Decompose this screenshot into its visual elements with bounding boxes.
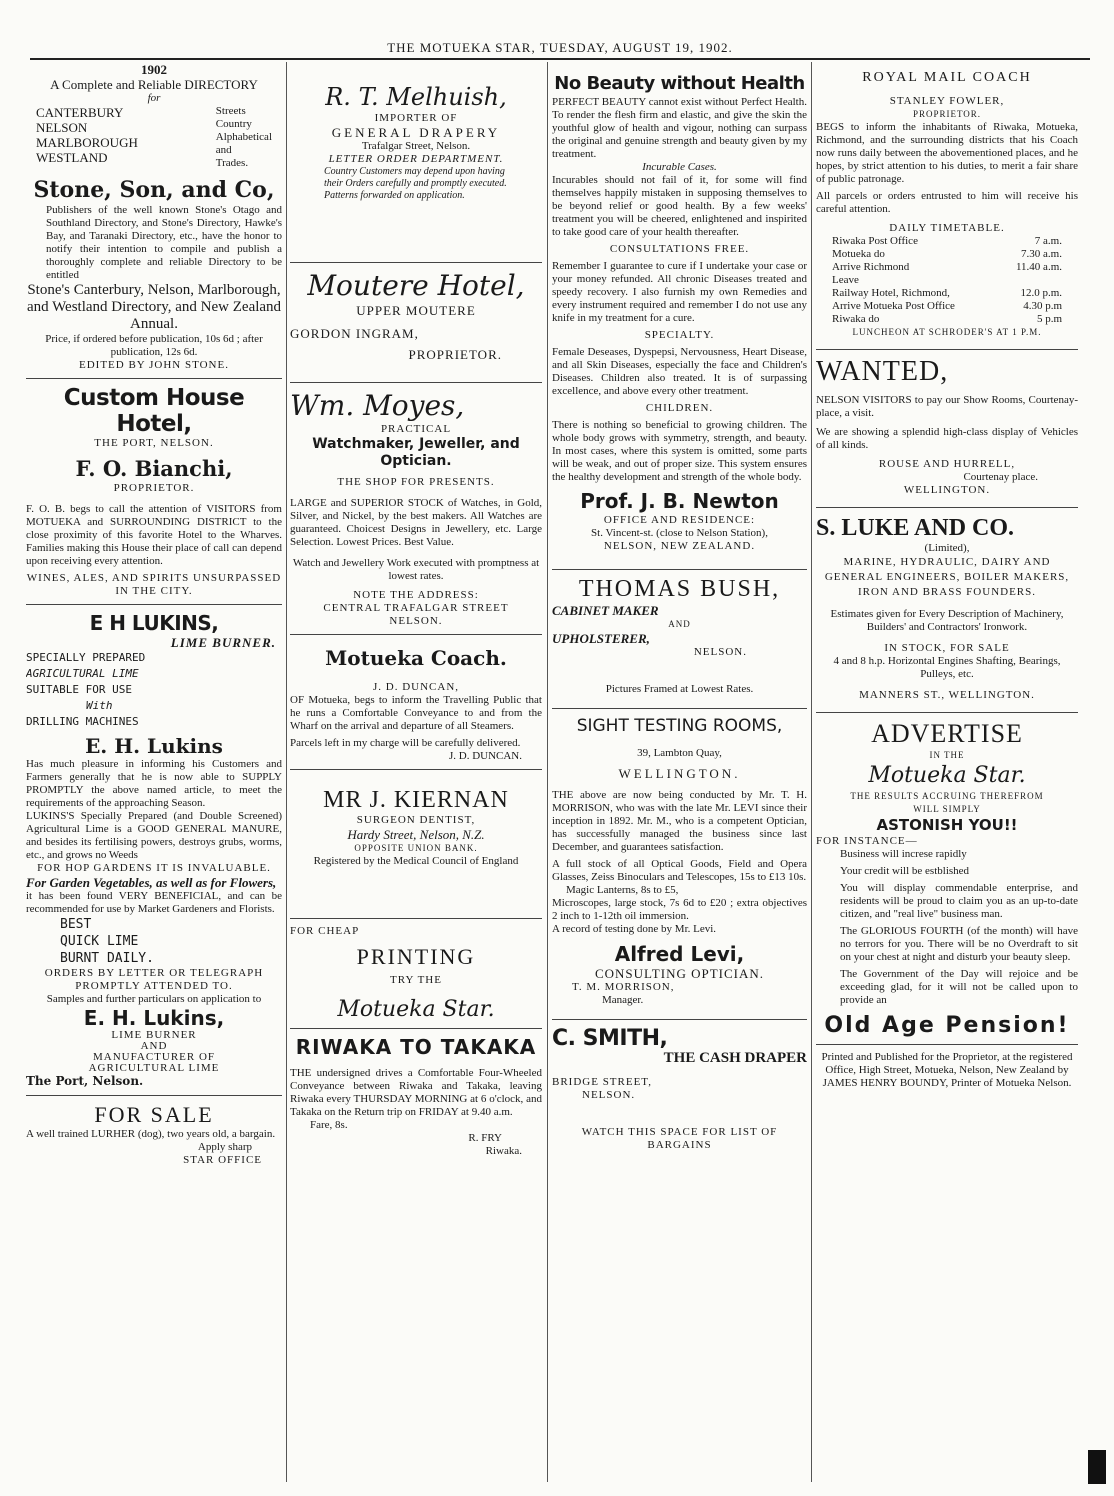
sale-body: A well trained LURHER (dog), two years old, a bargain. bbox=[26, 1128, 276, 1140]
moyes-prac: PRACTICAL bbox=[380, 423, 452, 435]
luke-body: MARINE, HYDRAULIC, DAIRY AND GENERAL ENGINEERS, BOILER MAKERS, IRON AND BRASS FOUNDERS. bbox=[824, 556, 1070, 598]
sight-city: WELLINGTON. bbox=[618, 766, 741, 781]
print-head: PRINTING bbox=[356, 944, 476, 969]
wanted-city: WELLINGTON. bbox=[903, 484, 991, 496]
riwaka-body: THE undersigned drives a Comfortable Four-Wheeled Conveyance between Riwaka and Takaka, leaving Riwaka every THURSDAY MORNING at 6 o'clock, and Takaka on the Return trip on FRIDAY at 9.40 a.m. bbox=[290, 1067, 542, 1118]
sight-stock: A full stock of all Optical Goods, Field and Opera Glasses, Zeiss Binoculars and Telescopes, 15s to £13 10s. bbox=[552, 858, 807, 883]
rmc-timetable: DAILY TIMETABLE. bbox=[889, 222, 1005, 234]
moutere-prop: PROPRIETOR. bbox=[408, 347, 502, 362]
timetable-row bbox=[832, 274, 1062, 287]
melhuish-name: R. T. Melhuish, bbox=[325, 83, 507, 111]
timetable-row bbox=[832, 248, 1062, 261]
wanted-body2: We are showing a splendid high-class display of Vehicles of all kinds. bbox=[816, 426, 1078, 451]
time-text: 7.30 a.m. bbox=[1021, 248, 1062, 260]
list-type-text: and bbox=[215, 144, 232, 156]
timetable-row bbox=[832, 235, 1062, 248]
lukins-roles bbox=[26, 1030, 282, 1074]
levi-role: CONSULTING OPTICIAN. bbox=[594, 966, 765, 981]
stop-text: Railway Hotel, Richmond, bbox=[832, 287, 950, 299]
luke-ltd: (Limited), bbox=[924, 542, 970, 554]
bush-city: NELSON. bbox=[693, 646, 747, 658]
list-type-text: Country bbox=[215, 118, 252, 130]
melhuish-body: Country Customers may depend upon having their Orders carefully and promptly executed. Patterns forwarded on application. bbox=[324, 166, 507, 201]
lime-line: QUICK LIME bbox=[60, 934, 139, 949]
wanted-addr: Courtenay place. bbox=[963, 471, 1038, 483]
stone-name: Stone, Son, and Co, bbox=[33, 177, 275, 203]
sight-body: THE above are now being conducted by Mr. T. H. MORRISON, who was with the late Mr. LEVI since their inception in 1892. Mr. M., who is a competent Optician, has successfully managed the business since last December, and guarantees satisfaction. bbox=[552, 789, 807, 853]
wanted-head: WANTED, bbox=[816, 356, 949, 387]
stone-price: Price, if ordered before publication, 10s 6d ; after publication, 12s 6d. bbox=[45, 333, 263, 358]
moutere-owner: GORDON INGRAM, bbox=[290, 326, 419, 341]
riwaka-place: Riwaka. bbox=[485, 1145, 522, 1157]
imprint: Printed and Published for the Proprietor, at the registered Office, High Street, Motueka, Nelson, New Zealand by JAMES HENRY BOUNDY, Printer of Motueka Nelson. bbox=[821, 1051, 1073, 1089]
lime-line: BEST bbox=[60, 917, 92, 932]
advertise-will: WILL SIMPLY bbox=[913, 804, 981, 814]
beauty-children: CHILDREN. bbox=[645, 402, 714, 414]
list-type-text: Alphabetical bbox=[215, 131, 272, 143]
bush-name: THOMAS BUSH, bbox=[578, 576, 781, 602]
column-1 bbox=[26, 62, 282, 1482]
beauty-body2: Incurables should not fail of it, for some will find themselves happily mistaken in supposing themselves to be beyond relief or good health. By a few weeks' treatment you will be cheered, enlightened and inspirited to take good care of your health thereafter. bbox=[552, 174, 807, 238]
advertise-items bbox=[816, 848, 1078, 1007]
lime-line: BURNT DAILY. bbox=[60, 951, 154, 966]
role-line: LIME BURNER bbox=[111, 1029, 197, 1041]
smith-role: THE CASH DRAPER bbox=[663, 1050, 807, 1066]
coach-owner: J. D. DUNCAN, bbox=[372, 681, 460, 693]
coach-body: OF Motueka, begs to inform the Travelling Public that he runs a Comfortable Conveyance to and from the Wharf on the arrival and departure of all Steamers. bbox=[290, 694, 542, 732]
stone-body: Publishers of the well known Stone's Otago and Southland Directory, and Stone's Directory, Hawke's Bay, and Taranaki Directory, etc., have the honor to notify their intention to compile and publish a thoroughly complete and reliable Directory to be entitled bbox=[46, 204, 282, 281]
wanted-body: NELSON VISITORS to pay our Show Rooms, Courtenay-place, a visit. bbox=[816, 394, 1078, 419]
advertise-astonish: ASTONISH YOU!! bbox=[876, 816, 1018, 834]
luke-addr: MANNERS ST., WELLINGTON. bbox=[859, 689, 1035, 701]
moutere-place: UPPER MOUTERE bbox=[356, 303, 476, 318]
sale-office: STAR OFFICE bbox=[183, 1154, 262, 1166]
region-text: CANTERBURY bbox=[36, 105, 124, 120]
kiernan-name: MR J. KIERNAN bbox=[323, 787, 509, 813]
rmc-table bbox=[816, 235, 1078, 326]
kiernan-role: SURGEON DENTIST, bbox=[356, 814, 476, 826]
column-2 bbox=[290, 62, 542, 1482]
newton-addr: St. Vincent-st. (close to Nelson Station), bbox=[591, 527, 768, 539]
lukins-hop: FOR HOP GARDENS IT IS INVALUABLE. bbox=[37, 862, 271, 874]
coach-parcels: Parcels left in my charge will be carefully delivered. bbox=[290, 737, 521, 749]
melhuish-addr: Trafalgar Street, Nelson. bbox=[361, 140, 471, 152]
beauty-body3: Remember I guarantee to cure if I undertake your case or your money refunded. All chronic Diseases treated and speedy recovery. I also furnish my own Remedies and every instrument required and remember I do not use any knife in my treatment for a cure. bbox=[552, 260, 807, 324]
stop-text: Riwaka do bbox=[832, 313, 880, 325]
region-text: WESTLAND bbox=[36, 150, 108, 165]
lukins-head: E H LUKINS, bbox=[89, 611, 219, 635]
corner-mark bbox=[1088, 1450, 1106, 1484]
directory-for: for bbox=[147, 92, 161, 104]
prep-line: DRILLING MACHINES bbox=[26, 715, 139, 728]
stop-text: Leave bbox=[832, 274, 859, 286]
coach-sign: J. D. DUNCAN. bbox=[448, 750, 522, 762]
moyes-note: NOTE THE ADDRESS: bbox=[353, 589, 479, 601]
region-text: NELSON bbox=[36, 120, 88, 135]
riwaka-head: RIWAKA TO TAKAKA bbox=[295, 1035, 537, 1059]
lukins-port: The Port, Nelson. bbox=[26, 1074, 144, 1088]
luke-stock2: 4 and 8 h.p. Horizontal Engines Shafting, Bearings, Pulleys, etc. bbox=[833, 655, 1061, 680]
stone-title: Stone's Canterbury, Nelson, Marlborough, and Westland Directory, and New Zealand Annual. bbox=[26, 282, 282, 332]
orders-text: ORDERS BY LETTER OR TELEGRAPH PROMPTLY ATTENDED TO. bbox=[44, 967, 264, 992]
sale-head: FOR SALE bbox=[94, 1102, 214, 1127]
newton-office: OFFICE AND RESIDENCE: bbox=[603, 514, 756, 526]
beauty-head: No Beauty without Health bbox=[554, 73, 805, 94]
beauty-consult: CONSULTATIONS FREE. bbox=[609, 243, 750, 255]
advertise-results: THE RESULTS ACCRUING THEREFROM bbox=[850, 791, 1044, 801]
sight-head: SIGHT TESTING ROOMS, bbox=[576, 716, 783, 736]
advertise-paper: Motueka Star. bbox=[868, 763, 1026, 788]
lukins-sub: LIME BURNER. bbox=[170, 635, 276, 650]
luke-head: S. LUKE AND CO. bbox=[816, 515, 1015, 541]
sight-magic: Magic Lanterns, 8s to £5, bbox=[566, 884, 679, 896]
advertise-item: The GLORIOUS FOURTH (of the month) will have no terrors for you. There will be no Overdraft to sit on your chest at night and disturb your beauty sleep. bbox=[840, 925, 1078, 963]
smith-addr: BRIDGE STREET, bbox=[552, 1076, 652, 1088]
directory-lists bbox=[26, 105, 282, 170]
lukins-prep bbox=[26, 650, 282, 730]
levi-name: Alfred Levi, bbox=[614, 942, 745, 966]
advertise-in: IN THE bbox=[929, 750, 965, 760]
time-text: 11.40 a.m. bbox=[1015, 261, 1062, 273]
levi-manager-title: Manager. bbox=[602, 994, 644, 1006]
advertise-instance: FOR INSTANCE— bbox=[816, 835, 918, 847]
directory-title: A Complete and Reliable DIRECTORY bbox=[50, 77, 258, 92]
moyes-addr: CENTRAL TRAFALGAR STREET bbox=[323, 602, 509, 614]
advertise-head: ADVERTISE bbox=[871, 719, 1023, 748]
stop-text: Motueka do bbox=[832, 248, 885, 260]
newton-name: Prof. J. B. Newton bbox=[580, 489, 779, 513]
moyes-trade: Watchmaker, Jeweller, and Optician. bbox=[312, 436, 520, 469]
advertise-item: The Government of the Day will rejoice and be exceeding glad, for it will not be called upon to provide an bbox=[840, 968, 1078, 1006]
prep-line: AGRICULTURAL LIME bbox=[26, 667, 139, 680]
beauty-body1: PERFECT BEAUTY cannot exist without Perfect Health. To render the flesh firm and elastic, and give the skin the youthful glow of health and vigour, nothing can surpass the original and genuine strength and beauty given by my treatment. bbox=[552, 96, 807, 160]
luke-estimates: Estimates given for Every Description of Machinery, Builders' and Contractors' Ironwork. bbox=[830, 608, 1064, 633]
hotel-port: THE PORT, NELSON. bbox=[94, 437, 214, 449]
bush-pictures: Pictures Framed at Lowest Rates. bbox=[605, 683, 754, 695]
lukins-name: E. H. Lukins bbox=[85, 734, 223, 758]
beauty-cases: Incurable Cases. bbox=[642, 161, 717, 173]
print-for: FOR CHEAP bbox=[290, 925, 360, 937]
column-divider bbox=[811, 62, 812, 1482]
column-divider bbox=[547, 62, 548, 1482]
riwaka-fare: Fare, 8s. bbox=[310, 1119, 348, 1131]
sale-apply: Apply sharp bbox=[197, 1141, 252, 1153]
advertise-item: Your credit will be estblished bbox=[840, 865, 970, 877]
stop-text: Arrive Richmond bbox=[832, 261, 910, 273]
rmc-parcels: All parcels or orders entrusted to him will receive his careful attention. bbox=[816, 190, 1078, 215]
lukins-garden: For Garden Vegetables, as well as for Flowers, bbox=[26, 875, 277, 890]
time-text: 5 p.m bbox=[1036, 313, 1062, 325]
sight-micro: Microscopes, large stock, 7s 6d to £20 ; extra objectives 2 inch to 1-12th oil immersion. bbox=[552, 897, 807, 922]
hotel-name: Custom House Hotel, bbox=[63, 385, 245, 437]
hotel-owner: F. O. Bianchi, bbox=[75, 456, 233, 481]
prep-line: With bbox=[86, 699, 113, 712]
lime-lines bbox=[26, 916, 282, 967]
riwaka-sign: R. FRY bbox=[468, 1132, 502, 1144]
advertise-pension: Old Age Pension! bbox=[824, 1013, 1070, 1038]
lukins-garden2: it has been found VERY BENEFICIAL, and can be recommended for use by Market Gardeners and Florists. bbox=[26, 890, 282, 915]
print-paper: Motueka Star. bbox=[337, 997, 495, 1022]
moyes-name: Wm. Moyes, bbox=[290, 389, 465, 422]
smith-watch: WATCH THIS SPACE FOR LIST OF BARGAINS bbox=[581, 1126, 778, 1151]
list-type-text: Trades. bbox=[215, 157, 249, 169]
advertise-item: You will display commendable enterprise, and residents will be proud to claim you as an up-to-date citizen, and "real live" business man. bbox=[840, 882, 1078, 920]
kiernan-opp: OPPOSITE UNION BANK. bbox=[354, 843, 478, 853]
luke-stock: IN STOCK, FOR SALE bbox=[884, 642, 1010, 654]
time-text: 12.0 p.m. bbox=[1020, 287, 1062, 299]
moyes-shop: THE SHOP FOR PRESENTS. bbox=[337, 476, 495, 488]
masthead: THE MOTUEKA STAR, TUESDAY, AUGUST 19, 1902. bbox=[30, 40, 1090, 60]
samples-text: Samples and further particulars on application to bbox=[46, 993, 262, 1005]
moyes-body: LARGE and SUPERIOR STOCK of Watches, in Gold, Silver, and Nickel, by the best makers. All Watches are guaranteed. Choicest Designs in Jewellery, etc. Large Selection. Lowest Prices. Best Value. bbox=[290, 497, 542, 548]
timetable-row bbox=[832, 287, 1062, 300]
bush-and: AND bbox=[668, 619, 691, 629]
sight-addr: 39, Lambton Quay, bbox=[637, 747, 722, 759]
time-text: 4.30 p.m bbox=[1023, 300, 1062, 312]
bush-role2: UPHOLSTERER, bbox=[552, 631, 650, 646]
levi-manager: T. M. MORRISON, bbox=[572, 981, 675, 993]
moyes-city: NELSON. bbox=[389, 615, 443, 627]
lukins-body2: LUKINS'S Specially Prepared (and Double Screened) Agricultural Lime is a GOOD GENERAL MANURE, and besides its fertilising powers, destroys grubs, worms, etc., and grows no Weeds bbox=[26, 810, 282, 861]
rmc-head: ROYAL MAIL COACH bbox=[862, 70, 1032, 85]
melhuish-letter: LETTER ORDER DEPARTMENT. bbox=[328, 153, 504, 165]
timetable-row bbox=[832, 261, 1062, 274]
print-try: TRY THE bbox=[390, 974, 442, 986]
column-3 bbox=[552, 62, 807, 1482]
timetable-row bbox=[832, 313, 1062, 326]
prep-line: SUITABLE FOR USE bbox=[26, 683, 132, 696]
role-line: MANUFACTURER OF bbox=[92, 1051, 216, 1063]
role-line: AND bbox=[140, 1040, 168, 1052]
melhuish-importer: IMPORTER OF bbox=[374, 112, 458, 124]
sight-record: A record of testing done by Mr. Levi. bbox=[552, 923, 717, 935]
column-divider bbox=[286, 62, 287, 1482]
advertise-item: Business will increse rapidly bbox=[840, 848, 967, 860]
timetable-row bbox=[832, 300, 1062, 313]
rmc-prop: PROPRIETOR. bbox=[912, 109, 982, 119]
hotel-body: F. O. B. begs to call the attention of VISITORS from MOTUEKA and SURROUNDING DISTRICT to the close proximity of this favorite Hotel to the Wharves. Families making this House their place of call can depend upon receiving every attention. bbox=[26, 503, 282, 567]
time-text: 7 a.m. bbox=[1034, 235, 1062, 247]
stop-text: Arrive Motueka Post Office bbox=[832, 300, 955, 312]
beauty-body5: There is nothing so beneficial to growing children. The whole body grows with symmetry, strength, and beauty. In most cases, where this system is omitted, some parts will be weak, and out of proper size. This system ensures the healthy development and strength of the whole body. bbox=[552, 419, 807, 483]
lukins-body: Has much pleasure in informing his Customers and Farmers generally that he is now able to SUPPLY PROMPTLY the above named article, to meet the requirements of the approaching Season. bbox=[26, 758, 282, 809]
hotel-wines: WINES, ALES, AND SPIRITS UNSURPASSED IN THE CITY. bbox=[26, 572, 282, 597]
beauty-specialty: SPECIALTY. bbox=[644, 329, 715, 341]
rmc-body: BEGS to inform the inhabitants of Riwaka, Motueka, Richmond, and the surrounding districts that his Coach now runs daily between the abovementioned places, and he hopes, by strict attention to his duties, to merit a fair share of public patronage. bbox=[816, 121, 1078, 185]
coach-name: Motueka Coach. bbox=[325, 646, 507, 670]
stop-text: Riwaka Post Office bbox=[832, 235, 918, 247]
bush-role: CABINET MAKER bbox=[552, 603, 659, 618]
stone-editor: EDITED BY JOHN STONE. bbox=[79, 359, 229, 371]
column-4 bbox=[816, 62, 1078, 1482]
smith-city: NELSON. bbox=[582, 1089, 636, 1101]
role-line: AGRICULTURAL LIME bbox=[88, 1062, 220, 1074]
lukins-name3: E. H. Lukins, bbox=[83, 1006, 225, 1030]
moutere-name: Moutere Hotel, bbox=[307, 269, 525, 302]
prep-line: SPECIALLY PREPARED bbox=[26, 651, 146, 664]
rmc-lunch: LUNCHEON AT SCHRODER'S AT 1 P.M. bbox=[852, 327, 1042, 337]
smith-name: C. SMITH, bbox=[552, 1026, 668, 1051]
directory-year: 1902 bbox=[141, 62, 167, 77]
moyes-work: Watch and Jewellery Work executed with promptness at lowest rates. bbox=[292, 557, 540, 582]
hotel-prop: PROPRIETOR. bbox=[113, 482, 195, 494]
kiernan-addr: Hardy Street, Nelson, N.Z. bbox=[347, 827, 485, 842]
list-type-text: Streets bbox=[215, 105, 246, 117]
newton-city: NELSON, NEW ZEALAND. bbox=[603, 540, 756, 552]
rmc-owner: STANLEY FOWLER, bbox=[889, 95, 1005, 107]
wanted-firm: ROUSE AND HURRELL, bbox=[878, 458, 1016, 470]
region-text: MARLBOROUGH bbox=[36, 135, 138, 150]
melhuish-drapery: GENERAL DRAPERY bbox=[331, 125, 501, 140]
beauty-body4: Female Deseases, Dyspepsi, Nervousness, Heart Disease, and all Skin Diseases, especially the face and Children's Diseases. Children also treated. It is of surpassing excellence, and above every other treatment. bbox=[552, 346, 807, 397]
kiernan-reg: Registered by the Medical Council of England bbox=[313, 855, 519, 867]
